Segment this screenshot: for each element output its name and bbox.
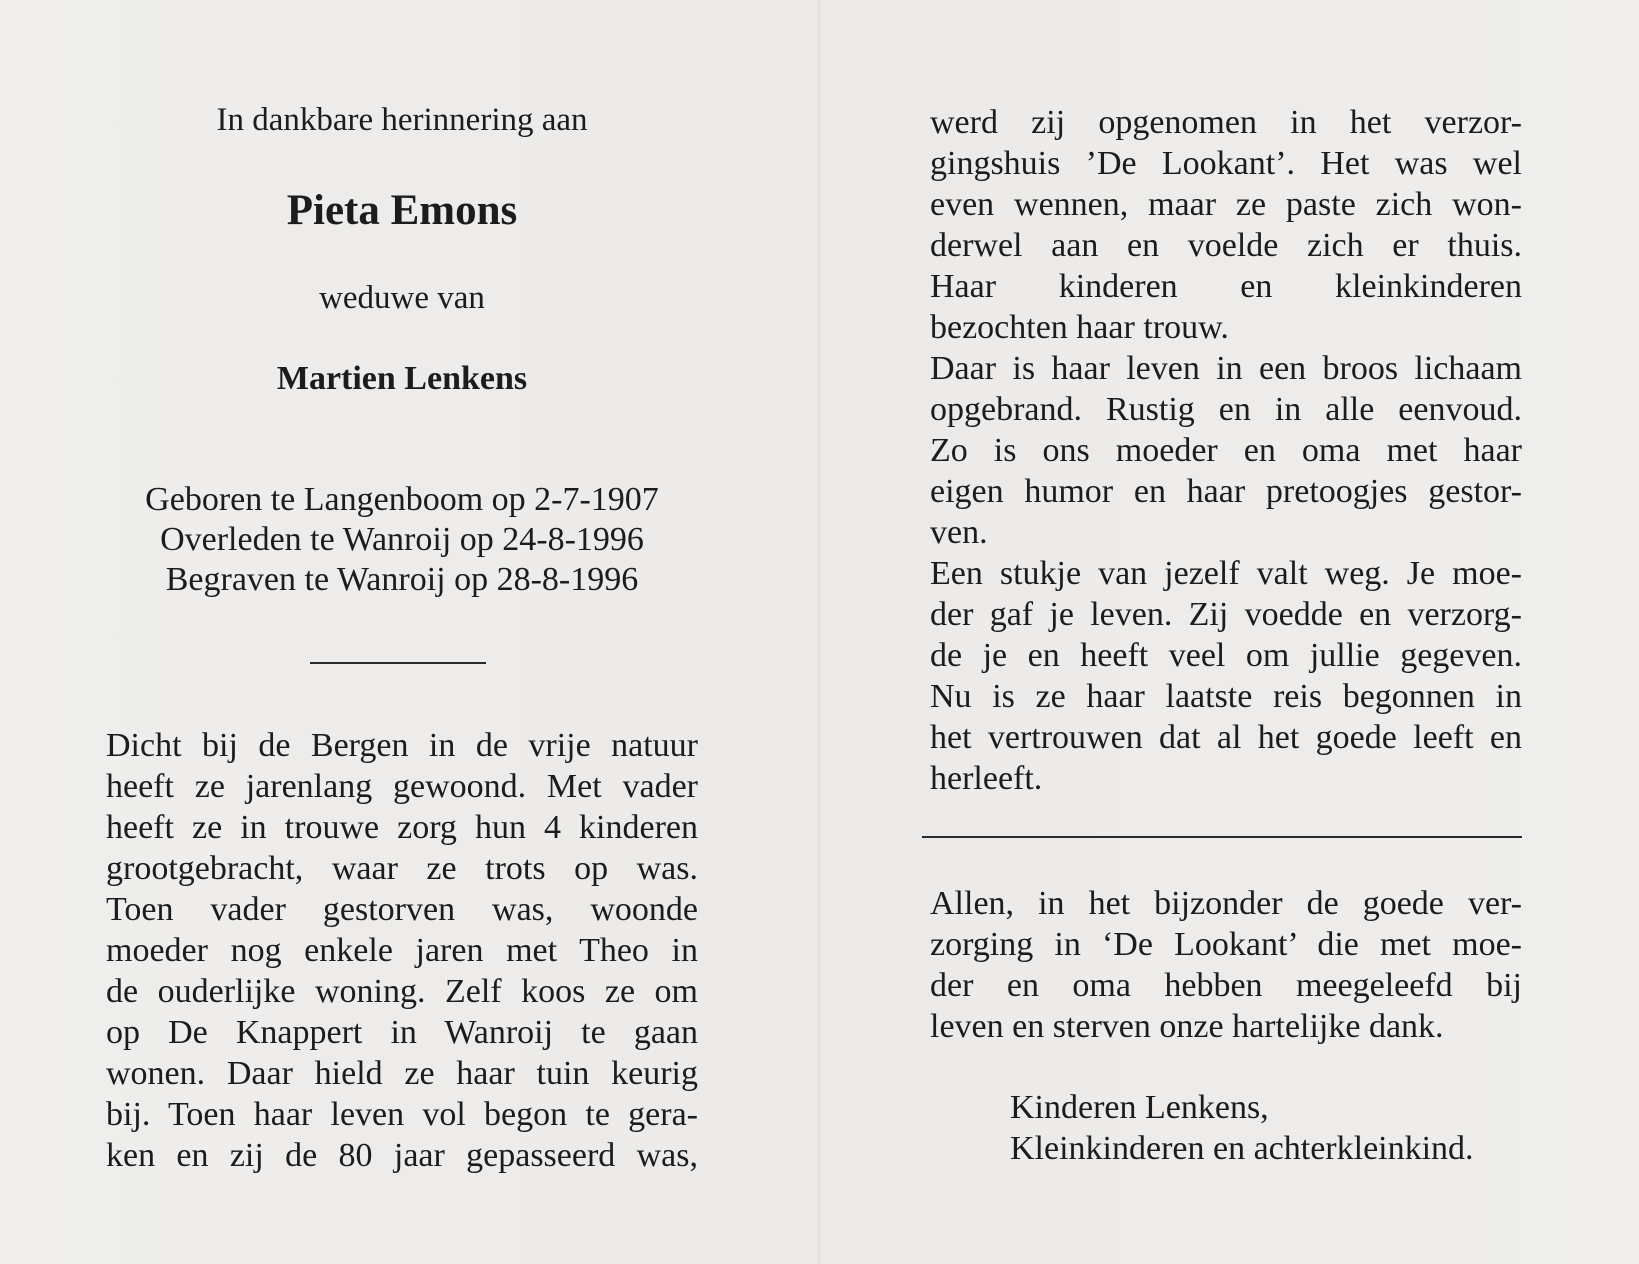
text-line: gingshuis ’De Lookant’. Het was wel bbox=[930, 145, 1522, 182]
text-line: Dicht bij de Bergen in de vrije natuur bbox=[106, 727, 698, 764]
life-dates bbox=[106, 480, 698, 600]
spouse-name: Martien Lenkens bbox=[276, 360, 528, 397]
text-line: eigen humor en haar pretoogjes gestor- bbox=[930, 473, 1522, 510]
text-line: heeft ze jarenlang gewoond. Met vader bbox=[106, 768, 698, 805]
text-line: Zo is ons moeder en oma met haar bbox=[930, 432, 1522, 469]
text-line: Een stukje van jezelf valt weg. Je moe- bbox=[930, 555, 1522, 592]
text-line: heeft ze in trouwe zorg hun 4 kinderen bbox=[106, 809, 698, 846]
text-line: zorging in ‘De Lookant’ die met moe- bbox=[930, 926, 1522, 963]
text-line: Haar kinderen en kleinkinderen bbox=[930, 268, 1522, 305]
text-line: bezochten haar trouw. bbox=[930, 309, 1229, 346]
birth-date-line: Geboren te Langenboom op 2-7-1907 bbox=[145, 481, 659, 518]
death-date-line: Overleden te Wanroij op 24-8-1996 bbox=[160, 521, 644, 558]
text-line: wonen. Daar hield ze haar tuin keurig bbox=[106, 1055, 698, 1092]
signoff-line: Kinderen Lenkens, bbox=[1010, 1089, 1269, 1126]
intro-line: In dankbare herinnering aan bbox=[216, 102, 588, 138]
biography-part-1 bbox=[106, 725, 698, 1176]
text-line: werd zij opgenomen in het verzor- bbox=[930, 104, 1522, 141]
biography-part-2 bbox=[930, 102, 1522, 799]
text-line: der gaf je leven. Zij voedde en verzorg- bbox=[930, 596, 1522, 633]
text-line: op De Knappert in Wanroij te gaan bbox=[106, 1014, 698, 1051]
divider-short bbox=[310, 662, 486, 664]
text-line: Daar is haar leven in een broos lichaam bbox=[930, 350, 1522, 387]
text-line: moeder nog enkele jaren met Theo in bbox=[106, 932, 698, 969]
text-line: bij. Toen haar leven vol begon te gera- bbox=[106, 1096, 698, 1133]
signoff bbox=[1010, 1087, 1530, 1169]
text-line: opgebrand. Rustig en in alle eenvoud. bbox=[930, 391, 1522, 428]
text-line: het vertrouwen dat al het goede leeft en bbox=[930, 719, 1522, 756]
text-line: grootgebracht, waar ze trots op was. bbox=[106, 850, 698, 887]
card-fold bbox=[818, 0, 820, 1264]
divider-long bbox=[922, 836, 1522, 838]
text-line: Nu is ze haar laatste reis begonnen in bbox=[930, 678, 1522, 715]
text-line: leven en sterven onze hartelijke dank. bbox=[930, 1008, 1444, 1045]
relation-line: weduwe van bbox=[319, 280, 485, 316]
burial-date-line: Begraven te Wanroij op 28-8-1996 bbox=[165, 561, 639, 598]
text-line: herleeft. bbox=[930, 760, 1043, 797]
text-line: de je en heeft veel om jullie gegeven. bbox=[930, 637, 1522, 674]
signoff-line: Kleinkinderen en achterkleinkind. bbox=[1010, 1130, 1474, 1167]
text-line: Allen, in het bijzonder de goede ver- bbox=[930, 885, 1522, 922]
text-line: de ouderlijke woning. Zelf koos ze om bbox=[106, 973, 698, 1010]
text-line: Toen vader gestorven was, woonde bbox=[106, 891, 698, 928]
text-line: der en oma hebben meegeleefd bij bbox=[930, 967, 1522, 1004]
text-line: ken en zij de 80 jaar gepasseerd was, bbox=[106, 1137, 698, 1174]
text-line: derwel aan en voelde zich er thuis. bbox=[930, 227, 1522, 264]
text-line: ven. bbox=[930, 514, 988, 551]
text-line: even wennen, maar ze paste zich won- bbox=[930, 186, 1522, 223]
deceased-name: Pieta Emons bbox=[286, 187, 518, 234]
thanks-paragraph bbox=[930, 883, 1522, 1047]
